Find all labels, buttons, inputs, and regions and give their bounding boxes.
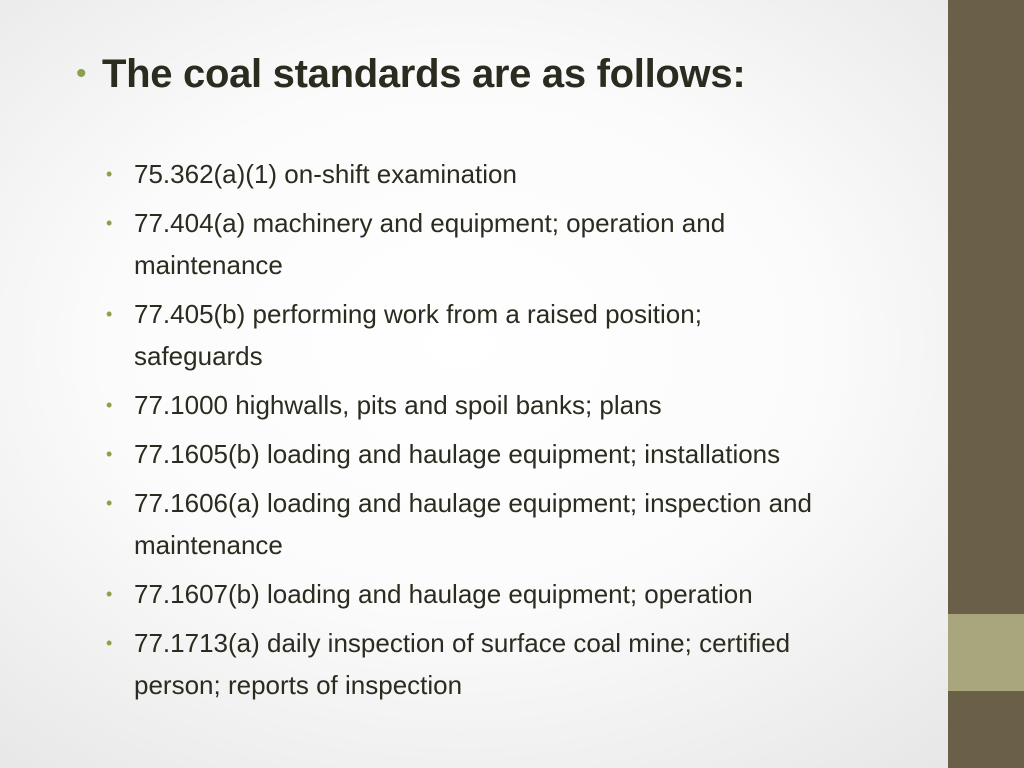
list-item [106, 293, 946, 377]
list-item [106, 433, 946, 475]
bullet-icon: • [106, 633, 113, 653]
list-item-text: 77.404(a) machinery and equipment; operation and maintenance [134, 208, 726, 280]
list-item-text: 77.405(b) performing work from a raised position; safeguards [134, 299, 702, 371]
list-item-text: 77.1607(b) loading and haulage equipment; operation [134, 579, 753, 609]
slide-title: The coal standards are as follows: [102, 52, 746, 96]
list-item-text: 77.1605(b) loading and haulage equipment; installations [134, 439, 781, 469]
bullet-icon: • [106, 395, 113, 415]
side-bar-accent [948, 614, 1024, 691]
standards-list [106, 153, 946, 713]
side-bar [948, 0, 1024, 768]
bullet-icon: • [106, 584, 113, 604]
list-item [106, 573, 946, 615]
bullet-icon: • [106, 493, 113, 513]
list-item-text: 77.1713(a) daily inspection of surface coal mine; certified person; reports of inspection [134, 628, 791, 700]
list-item-text: 75.362(a)(1) on-shift examination [134, 159, 517, 189]
bullet-icon: • [106, 304, 113, 324]
title-row [76, 48, 936, 100]
bullet-icon: • [106, 213, 113, 233]
bullet-icon: • [106, 164, 113, 184]
list-item [106, 622, 946, 706]
list-item [106, 482, 946, 566]
bullet-icon: • [106, 444, 113, 464]
list-item-text: 77.1606(a) loading and haulage equipment; inspection and maintenance [134, 488, 812, 560]
title-bullet-icon: • [76, 57, 87, 90]
list-item [106, 384, 946, 426]
list-item [106, 202, 946, 286]
list-item [106, 153, 946, 195]
list-item-text: 77.1000 highwalls, pits and spoil banks; plans [134, 390, 662, 420]
